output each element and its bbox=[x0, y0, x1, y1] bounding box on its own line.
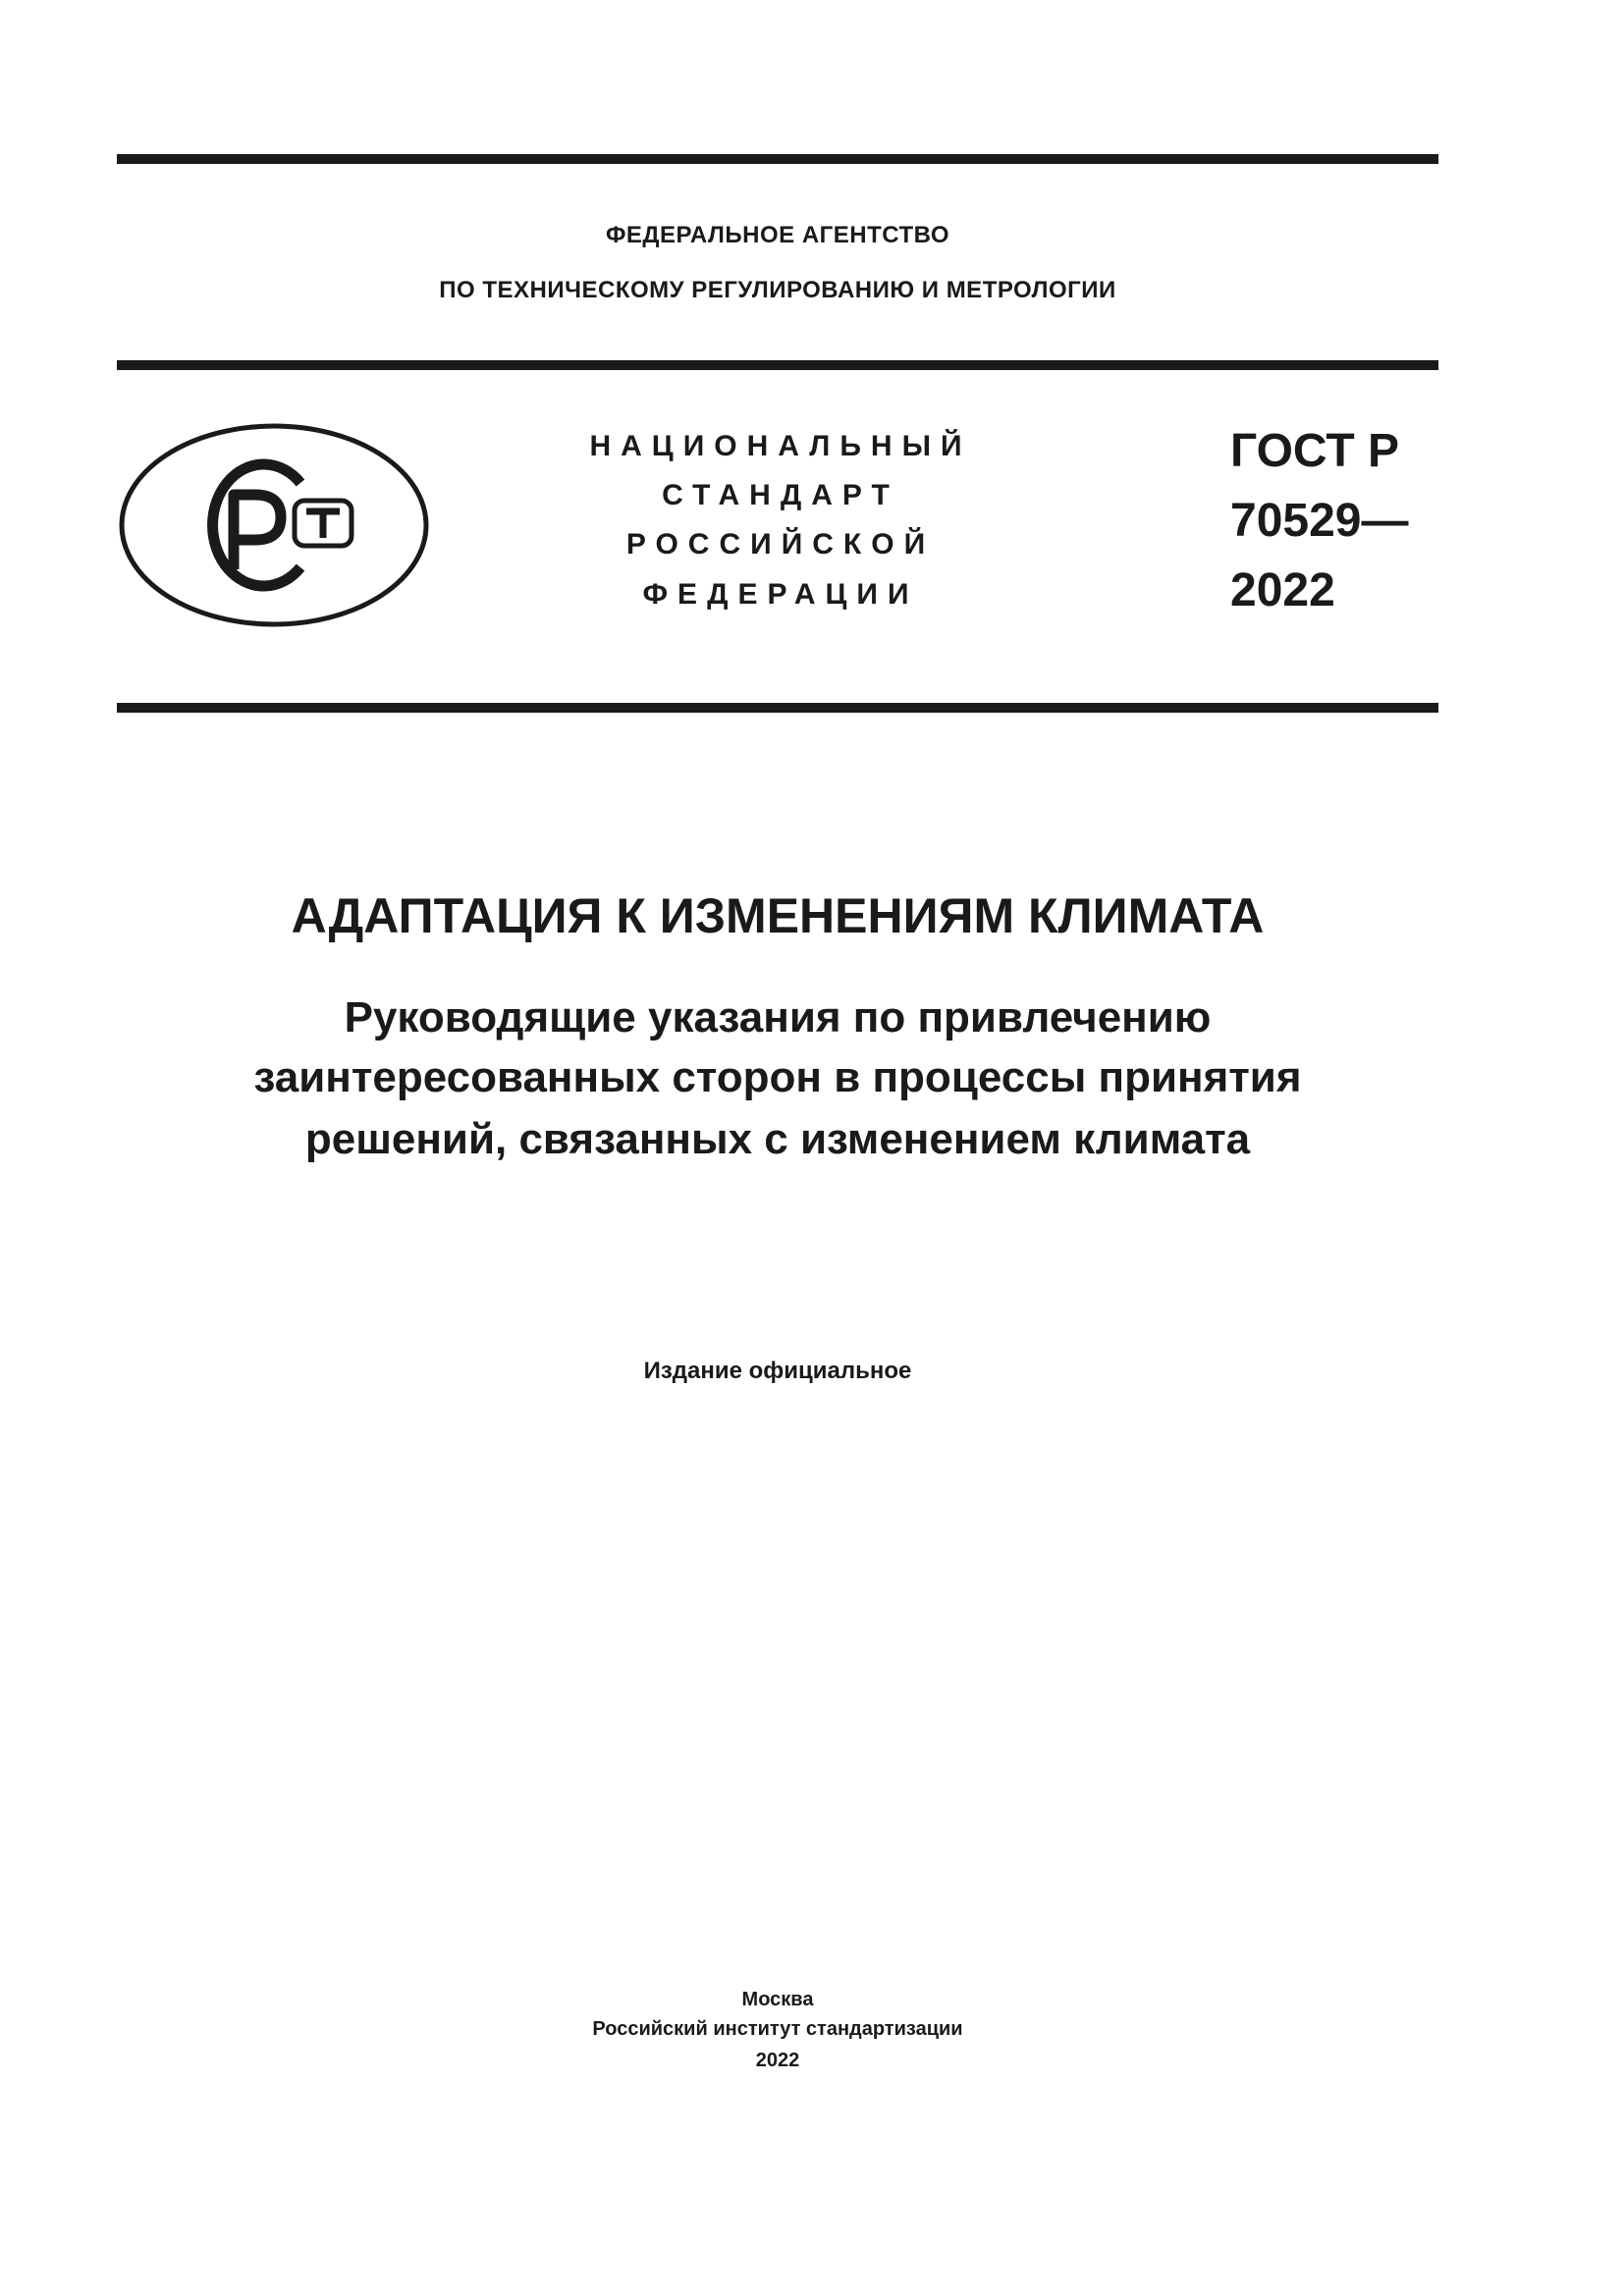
edition-label: Издание официальное bbox=[643, 1358, 912, 1384]
imprint-city: Москва bbox=[741, 1989, 814, 2010]
document-subtitle-line: решений, связанных с изменением климата bbox=[304, 1115, 1251, 1163]
national-standard-line: СТАНДАРТ bbox=[662, 479, 899, 511]
national-standard-line: РОССИЙСКОЙ bbox=[625, 528, 936, 561]
agency-name-line-2: ПО ТЕХНИЧЕСКОМУ РЕГУЛИРОВАНИЮ И МЕТРОЛОГИИ bbox=[439, 277, 1116, 303]
standard-designation-line: 70529— bbox=[1230, 495, 1409, 547]
national-standard-line: ФЕДЕРАЦИИ bbox=[642, 578, 919, 611]
standard-block-divider-rule bbox=[117, 703, 1438, 713]
imprint-year: 2022 bbox=[755, 2050, 800, 2071]
document-title: АДАПТАЦИЯ К ИЗМЕНЕНИЯМ КЛИМАТА bbox=[291, 888, 1265, 943]
header-divider-rule bbox=[117, 360, 1438, 370]
imprint-publisher: Российский институт стандартизации bbox=[592, 2018, 963, 2040]
gost-r-conformity-mark-icon bbox=[118, 422, 430, 628]
standard-designation-line: 2022 bbox=[1230, 564, 1335, 616]
top-rule bbox=[117, 154, 1438, 164]
standard-designation-line: ГОСТ Р bbox=[1230, 425, 1400, 477]
national-standard-line: НАЦИОНАЛЬНЫЙ bbox=[589, 430, 972, 462]
agency-name-line-1: ФЕДЕРАЛЬНОЕ АГЕНТСТВО bbox=[605, 222, 950, 248]
document-subtitle-line: заинтересованных сторон в процессы принятия bbox=[253, 1053, 1302, 1101]
document-subtitle-line: Руководящие указания по привлечению bbox=[344, 993, 1212, 1041]
